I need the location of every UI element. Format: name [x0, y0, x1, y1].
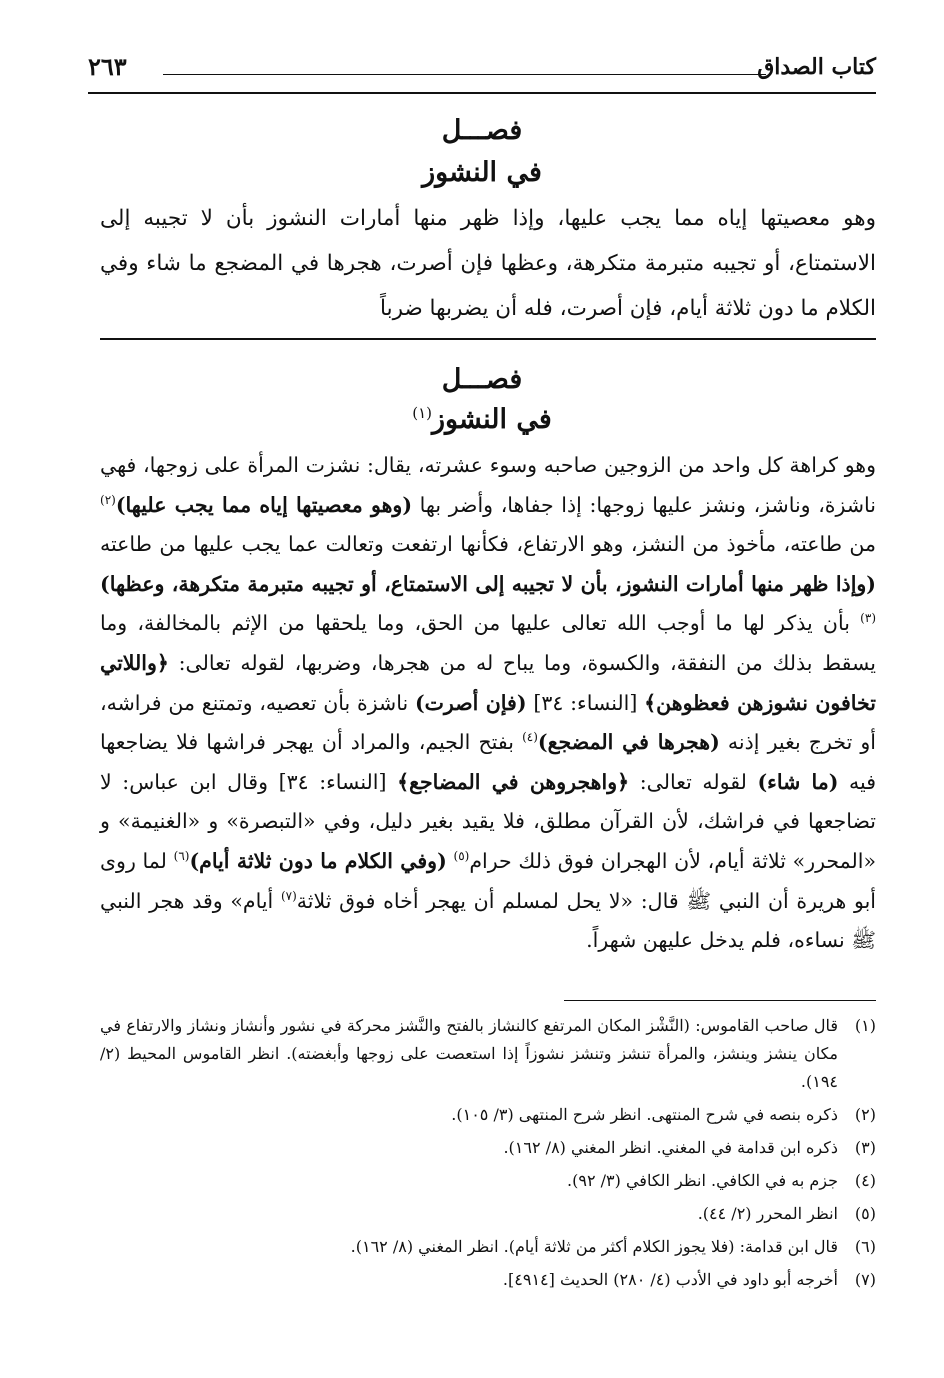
commentary-text: [النساء: ٣٤] [526, 690, 645, 715]
footnote-ref: (٤) [522, 730, 538, 745]
matn-quote: ﴿واهجروهن في المضاجع﴾ [397, 769, 630, 794]
footnote-text: انظر المحرر (٢/ ٤٤). [697, 1204, 838, 1223]
commentary-text: لقوله تعالى: [629, 769, 758, 794]
footnote-ref: (٧) [280, 888, 297, 903]
footnote-number: (١) [854, 1016, 876, 1035]
footnote-text: ذكره بنصه في شرح المنتهى. انظر شرح المنتهى (٣/ ١٠٥). [451, 1105, 838, 1124]
footnote-number: (٦) [854, 1237, 876, 1256]
running-header [88, 50, 876, 94]
commentary-text [447, 849, 454, 873]
footnote-item [100, 1233, 876, 1261]
footnote-text: أخرجه أبو داود في الأدب (٤/ ٢٨٠) الحديث [٤٩١٤]. [502, 1270, 838, 1289]
matn-quote: ﴿واللاتي تخافون نشوزهن فعظوهن﴾ [100, 650, 876, 715]
matn-paragraph: وهو معصيتها إياه مما يجب عليها، وإذا ظهر منها أمارات النشوز بأن لا تجيبه إلى الاستمتاع، أو تجيبه متبرمة متكرهة، وعظها فإن أصرت، هجرها في المضجع ما شاء وفي الكلام ما دون ثلاثة أيام، فإن أصرت، فله أن يضربها ضرباً [100, 206, 876, 321]
footnote-text: جزم به في الكافي. انظر الكافي (٣/ ٩٢). [567, 1171, 838, 1190]
commentary-text: لما روى أبو هريرة أن النبي ﷺ قال: «لا يحل لمسلم أن يهجر أخاه فوق ثلاثة [100, 848, 876, 913]
page-number: ٢٦٣ [88, 52, 127, 81]
footnote-number: (٢) [854, 1105, 876, 1124]
commentary-text: أيام» وقد هجر النبي ﷺ نساءه، فلم يدخل عليهن شهراً. [100, 888, 876, 953]
footnote-item [100, 1200, 876, 1228]
footnote-text: قال ابن قدامة: (فلا يجوز الكلام أكثر من ثلاثة أيام). انظر المغني (٨/ ١٦٢). [350, 1237, 838, 1256]
footnote-number: (٣) [854, 1138, 876, 1157]
commentary-paragraph [100, 446, 876, 961]
footnote-ref: (٦) [173, 849, 190, 864]
matn-quote: (وفي الكلام ما دون ثلاثة أيام) [189, 848, 447, 873]
footnote-rule [564, 1000, 876, 1001]
footnote-ref: (٣) [860, 611, 876, 626]
footnote-item [100, 1134, 876, 1162]
section-1-subheading [88, 157, 876, 188]
footnote-item [100, 1101, 876, 1129]
footnote-item [100, 1167, 876, 1195]
footnote-ref: (٢) [100, 492, 116, 507]
book-title: كتاب الصداق [757, 54, 876, 80]
matn-quote: (فإن أصرت) [414, 690, 527, 715]
commentary-text: من طاعته، مأخوذ من النشز، وهو الارتفاع، فكأنها ارتفعت وتعالت عما يجب عليها من طاعته [100, 532, 876, 557]
commentary-text: [النساء: ٣٤] وقال ابن عباس: لا تضاجعها في فراشك، لأن القرآن مطلق، فلا يقيد بغير دليل، وفي «التبصرة» و «الغنيمة» و «المحرر» ثلاثة أيام، لأن الهجران فوق ذلك حرام [100, 769, 876, 873]
section-2-subheading-note: (١) [412, 404, 432, 422]
commentary-text: بأن يذكر لها ما أوجب الله تعالى عليها من الحق، وما يلحقها من الإثم بالمخالفة، وما يسقط بذلك من النفقة، والكسوة، وما يباح له من هجرها، وضربها، لقوله تعالى: [100, 611, 876, 675]
matn-quote: (هجرها في المضجع) [537, 730, 720, 755]
section-1-heading: فصـــل [441, 115, 523, 146]
footnote-number: (٥) [854, 1204, 876, 1223]
section-2-subheading-text: في النشوز [432, 404, 552, 435]
matn-divider [100, 338, 876, 340]
matn-quote: (ما شاء) [757, 769, 839, 794]
section-2-subheading [88, 404, 876, 435]
section-1-subheading-text: في النشوز [422, 157, 542, 188]
commentary-text: ناشزة بأن تعصيه، وتمتنع من فراشه، أو تخرج بغير إذنه [100, 690, 876, 755]
footnote-item [100, 1012, 876, 1096]
header-rule [163, 74, 766, 75]
section-2-heading: فصـــل [441, 364, 523, 395]
footnote-number: (٧) [854, 1270, 876, 1289]
footnotes [100, 1012, 876, 1299]
footnote-number: (٤) [854, 1171, 876, 1190]
matn-quote: (وإذا ظهر منها أمارات النشوز، بأن لا تجيبه إلى الاستمتاع، أو تجيبه متبرمة متكرهة، وعظها) [100, 571, 876, 596]
commentary-text: بفتح الجيم، والمراد أن يهجر فراشها فلا يضاجعها فيه [100, 730, 876, 794]
footnote-text: قال صاحب القاموس: (النَّشْز المكان المرتفع كالنشاز بالفتح والنَّشز محركة في نشور وأنشاز ونشاز والارتفاع في مكان ينشز وينشز، والمرأة تنشز وتنشز نشوزاً إذا استعصت على زوجها وأبغضته). انظر القاموس المحيط (٢/ ١٩٤). [100, 1016, 838, 1091]
footnote-ref: (٥) [453, 849, 470, 864]
commentary-text: وهو كراهة كل واحد من الزوجين صاحبه وسوء عشرته، يقال: نشزت المرأة على زوجها، فهي ناشزة، وناشز، ونشز عليها زوجها: إذا جفاها، وأضر بها [100, 453, 876, 517]
footnote-text: ذكره ابن قدامة في المغني. انظر المغني (٨/ ١٦٢). [503, 1138, 838, 1157]
matn-quote: (وهو معصيتها إياه مما يجب عليها) [115, 492, 413, 517]
footnote-item [100, 1266, 876, 1294]
